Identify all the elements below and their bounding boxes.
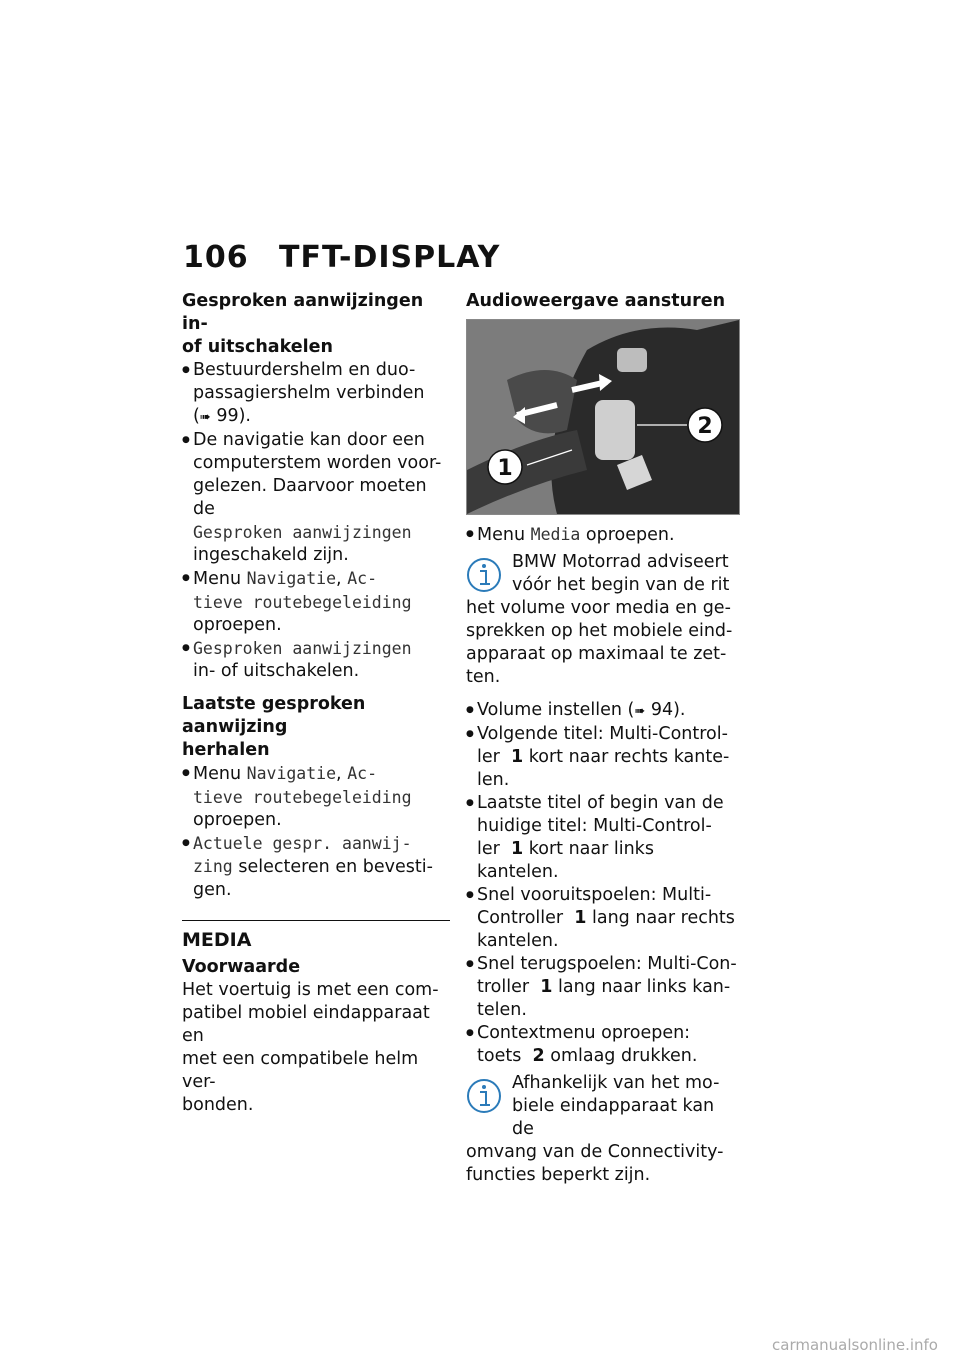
section-divider <box>182 920 450 921</box>
section-title-repeat-guidance: Laatste gesproken aanwijzing herhalen <box>182 694 366 760</box>
info-note-volume: BMW Motorrad adviseert vóór het begin van de rit het volume voor media en ge- sprekken op het mobiele eind- apparaat op maximaal te zet- ten. <box>466 552 733 687</box>
handlebar-controls-photo <box>466 319 740 515</box>
section-title-audio: Audioweergave aansturen <box>466 291 726 311</box>
steps-voice-guidance <box>182 359 450 683</box>
list-item: ● Gesproken aanwijzingen in- of uitschakelen. <box>182 637 450 683</box>
page-number: 106 <box>183 240 249 275</box>
list-item: ● Snel vooruitspoelen: Multi- Controller 1 lang naar rechts kantelen. <box>466 884 738 953</box>
subheading-requirement: Voorwaarde <box>182 957 301 977</box>
arrow-right-icon: ➠ <box>199 410 211 425</box>
callout-2-label: 2 <box>697 414 713 439</box>
arrow-right-icon: ➠ <box>634 704 646 719</box>
list-item: ● Laatste titel of begin van de huidige titel: Multi-Control- ler 1 kort naar links kantelen. <box>466 792 738 884</box>
steps-media-menu <box>466 523 738 547</box>
list-item: ● Menu Media oproepen. <box>466 523 738 547</box>
page-title: TFT-DISPLAY <box>279 240 501 275</box>
watermark: carmanualsonline.info <box>772 1336 938 1354</box>
list-item: ● Bestuurdershelm en duo- passagiershelm verbinden (➠ 99). <box>182 359 450 429</box>
list-item: ● De navigatie kan door een computerstem worden voor- gelezen. Daarvoor moeten de Gesproken aanwijzingen ingeschakeld zijn. <box>182 429 450 567</box>
list-item: ● Actuele gespr. aanwij- zing selecteren en bevesti- gen. <box>182 832 450 902</box>
info-icon <box>466 1076 506 1116</box>
steps-audio-control <box>466 699 738 1068</box>
info-icon <box>466 555 506 595</box>
list-item: ● Snel terugspoelen: Multi-Con- troller 1 lang naar links kan- telen. <box>466 953 738 1022</box>
list-item: ● Contextmenu oproepen: toets 2 omlaag drukken. <box>466 1022 738 1068</box>
right-column <box>466 290 738 1187</box>
callout-1-label: 1 <box>497 456 513 481</box>
left-column <box>182 290 450 1117</box>
page-header <box>183 240 743 280</box>
list-item: ● Menu Navigatie, Ac- tieve routebegeleiding oproepen. <box>182 762 450 832</box>
list-item: ● Volgende titel: Multi-Control- ler 1 kort naar rechts kante- len. <box>466 723 738 792</box>
requirement-paragraph: Het voertuig is met een com- patibel mobiel eindapparaat en met een compatibele helm ver- bonden. <box>182 980 439 1115</box>
info-note-connectivity: Afhankelijk van het mo- biele eindapparaat kan de omvang van de Connectivity- functies beperkt zijn. <box>466 1073 724 1185</box>
list-item: ● Volume instellen (➠ 94). <box>466 699 738 723</box>
section-heading-media: MEDIA <box>182 929 252 951</box>
section-title-voice-guidance: Gesproken aanwijzingen in- of uitschakelen <box>182 291 424 357</box>
steps-repeat-guidance <box>182 762 450 902</box>
list-item: ● Menu Navigatie, Ac- tieve routebegeleiding oproepen. <box>182 567 450 637</box>
